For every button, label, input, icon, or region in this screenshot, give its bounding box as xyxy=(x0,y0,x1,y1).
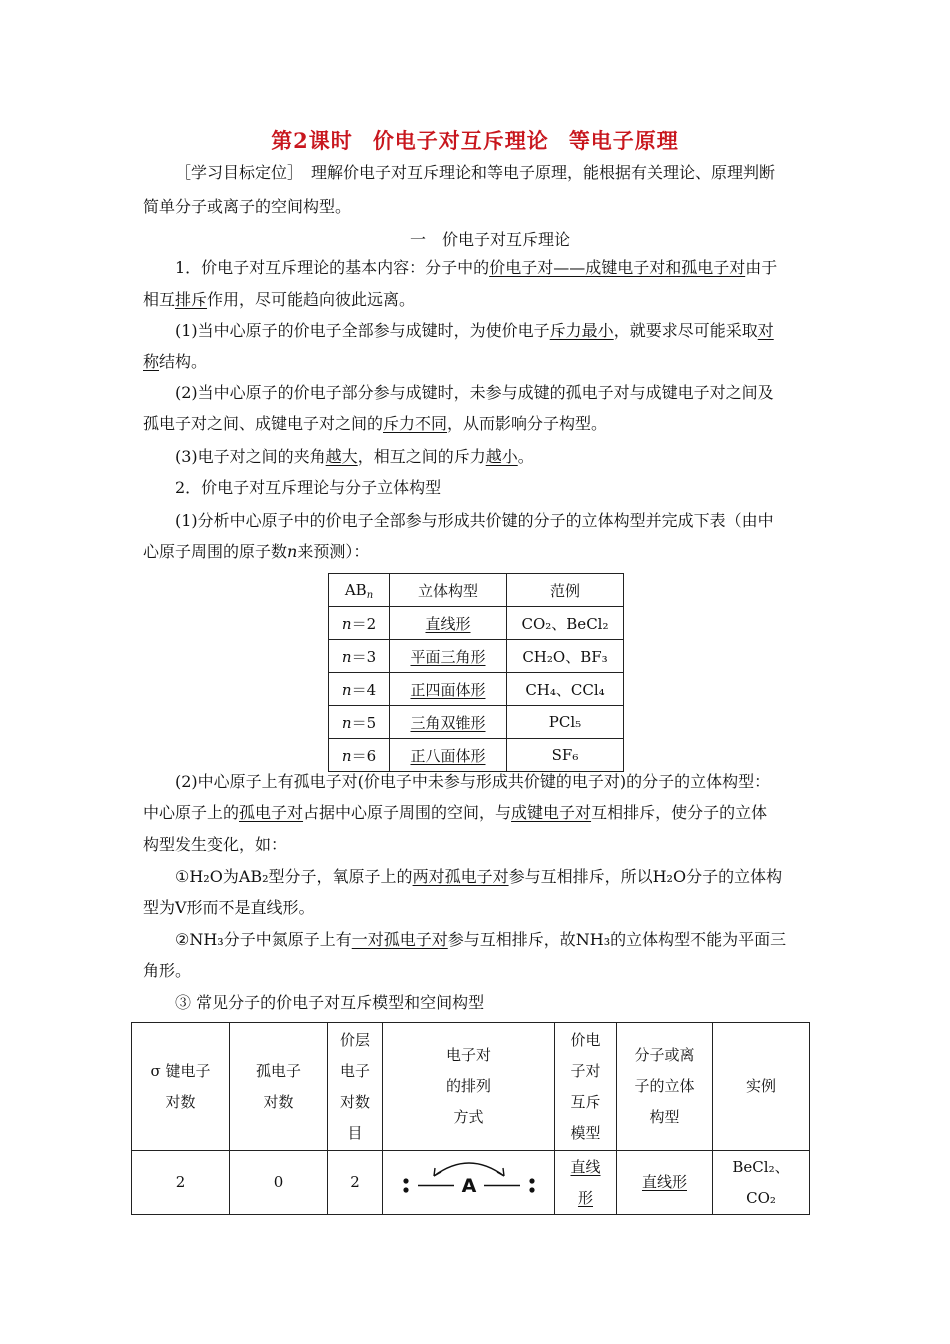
cell-shape xyxy=(617,1151,713,1215)
cell-example xyxy=(713,1151,810,1215)
row-shape xyxy=(390,739,507,772)
answer-blank: 一对孤电子对 xyxy=(351,930,448,949)
text: 参与互相排斥，所以H₂O分子的立体构 xyxy=(508,867,783,886)
arrow-head-left-icon xyxy=(434,1168,441,1176)
answer-blank: 称 xyxy=(143,352,160,371)
table-row xyxy=(329,739,624,772)
para-2-1-line2 xyxy=(143,542,369,562)
text: ＝3 xyxy=(351,647,377,666)
goal-line1: ［学习目标定位］ 理解价电子对互斥理论和等电子原理，能根据有关理论、原理判断 xyxy=(175,163,776,182)
variable-n: n xyxy=(341,746,352,765)
text: 占据中心原子周围的空间，与 xyxy=(303,803,512,822)
answer-blank: 直线形 xyxy=(425,614,471,633)
text: ②NH₃分子中氮原子上有 xyxy=(175,930,352,949)
abn-shape-table xyxy=(328,573,624,772)
variable-n: n xyxy=(366,590,374,601)
text: 心原子周围的原子数 xyxy=(143,542,288,561)
answer-blank: 越大 xyxy=(325,447,358,466)
text: 相互 xyxy=(143,290,176,309)
example-3-heading: ③ 常见分子的价电子对互斥模型和空间构型 xyxy=(175,993,485,1012)
text: 价层电子对数目 xyxy=(339,1030,370,1142)
row-n xyxy=(329,706,390,739)
row-shape xyxy=(390,706,507,739)
lone-pair-dots-right xyxy=(529,1178,534,1192)
title-lesson: 第2课时 xyxy=(271,128,353,153)
header-example: 范例 xyxy=(507,574,624,607)
example-2-line1 xyxy=(175,930,786,950)
para-2-2-line3: 构型发生变化，如： xyxy=(143,835,288,854)
answer-blank: 越小 xyxy=(485,447,518,466)
text: ＝6 xyxy=(351,746,377,765)
answer-blank: 排斥 xyxy=(175,290,208,309)
row-shape xyxy=(390,607,507,640)
row-n xyxy=(329,607,390,640)
para-2-1-line1: (1)分析中心原子中的价电子全部参与形成共价键的分子的立体构型并完成下表（由中 xyxy=(175,511,774,530)
text: 分子或离子的立体构型 xyxy=(634,1046,695,1126)
text: σ 键电子对数 xyxy=(150,1061,211,1111)
answer-blank: 三角双锥形 xyxy=(410,713,486,732)
center-atom-label: A xyxy=(461,1175,476,1197)
table-header-row xyxy=(329,574,624,607)
text: ，相互之间的斥力 xyxy=(357,447,486,466)
title-topic2: 等电子原理 xyxy=(568,128,679,153)
text: 来预测）： xyxy=(297,542,370,561)
header-shape: 立体构型 xyxy=(390,574,507,607)
para-2-2-line2 xyxy=(143,803,767,823)
row-example: SF₆ xyxy=(507,739,624,772)
table-row xyxy=(132,1151,810,1215)
header-molecular-shape xyxy=(617,1023,713,1151)
cell-model xyxy=(555,1151,617,1215)
text: AB xyxy=(344,581,367,599)
row-example: CH₂O、BF₃ xyxy=(507,640,624,673)
table-row xyxy=(329,607,624,640)
answer-blank: 平面三角形 xyxy=(410,647,486,666)
header-abn xyxy=(329,574,390,607)
example-1-line2: 型为V形而不是直线形。 xyxy=(143,898,315,917)
text: 1．价电子对互斥理论的基本内容：分子中的 xyxy=(175,258,490,277)
text: BeCl₂、CO₂ xyxy=(732,1157,790,1207)
arrow-head-right-icon xyxy=(497,1168,504,1176)
answer-blank: 对 xyxy=(757,321,774,340)
header-sigma-pairs xyxy=(132,1023,230,1151)
answer-blank: 成键电子对 xyxy=(511,803,592,822)
para-1-3 xyxy=(175,447,534,467)
cell-lone: 0 xyxy=(230,1151,328,1215)
text: 电子对的排列方式 xyxy=(445,1046,491,1126)
vsepr-model-table xyxy=(131,1022,810,1215)
answer-blank: 正四面体形 xyxy=(410,680,486,699)
row-example: CH₄、CCl₄ xyxy=(507,673,624,706)
text: (1)当中心原子的价电子全部参与成键时，为使价电子 xyxy=(175,321,550,340)
answer-blank: 孤电子对 xyxy=(239,803,304,822)
variable-n: n xyxy=(341,614,352,633)
para-1-line2 xyxy=(143,290,415,310)
answer-blank: 直线形 xyxy=(570,1157,601,1207)
page-title xyxy=(0,125,950,155)
header-lone-pairs xyxy=(230,1023,328,1151)
cell-sigma: 2 xyxy=(132,1151,230,1215)
text: ＝4 xyxy=(351,680,377,699)
answer-blank: 价电子对——成键电子对和孤电子对 xyxy=(489,258,746,277)
row-n xyxy=(329,739,390,772)
text: 孤电子对数 xyxy=(255,1061,301,1111)
text: 结构。 xyxy=(159,352,208,371)
header-vsepr-model xyxy=(555,1023,617,1151)
text: 参与互相排斥，故NH₃的立体构型不能为平面三 xyxy=(447,930,787,949)
para-1-2-line1: (2)当中心原子的价电子部分参与成键时，未参与成键的孤电子对与成键电子对之间及 xyxy=(175,383,774,402)
text: 。 xyxy=(517,447,534,466)
text: ，就要求尽可能采取 xyxy=(613,321,758,340)
example-1-line1 xyxy=(175,867,782,887)
lone-pair-dots-left xyxy=(403,1178,408,1192)
table-row xyxy=(329,706,624,739)
text: ，从而影响分子构型。 xyxy=(447,414,608,433)
answer-blank: 直线形 xyxy=(641,1173,687,1191)
para-1-line1 xyxy=(175,258,777,278)
answer-blank: 斥力不同 xyxy=(383,414,448,433)
text: 中心原子上的 xyxy=(143,803,240,822)
para-2: 2．价电子对互斥理论与分子立体构型 xyxy=(175,478,442,497)
para-1-1-line1 xyxy=(175,321,774,341)
example-2-line2: 角形。 xyxy=(143,961,192,980)
linear-arrangement-diagram xyxy=(394,1154,544,1200)
cell-arrangement xyxy=(383,1151,555,1215)
text: 作用，尽可能趋向彼此远离。 xyxy=(207,290,416,309)
section-heading: 一 价电子对互斥理论 xyxy=(410,230,571,249)
row-example: PCl₅ xyxy=(507,706,624,739)
table-row xyxy=(329,673,624,706)
answer-blank: 两对孤电子对 xyxy=(412,867,509,886)
cell-total: 2 xyxy=(328,1151,383,1215)
variable-n: n xyxy=(287,542,298,561)
row-example: CO₂、BeCl₂ xyxy=(507,607,624,640)
text: (3)电子对之间的夹角 xyxy=(175,447,326,466)
table-header-row xyxy=(132,1023,810,1151)
goal-line2: 简单分子或离子的空间构型。 xyxy=(143,197,352,216)
text: 互相排斥，使分子的立体 xyxy=(591,803,768,822)
variable-n: n xyxy=(341,647,352,666)
row-shape xyxy=(390,673,507,706)
text: 价电子对互斥模型 xyxy=(570,1030,601,1142)
row-n xyxy=(329,640,390,673)
text: ①H₂O为AB₂型分子，氧原子上的 xyxy=(175,867,413,886)
header-arrangement xyxy=(383,1023,555,1151)
para-1-2-line2 xyxy=(143,414,607,434)
text: 由于 xyxy=(745,258,778,277)
text: 孤电子对之间、成键电子对之间的 xyxy=(143,414,384,433)
variable-n: n xyxy=(341,680,352,699)
header-examples: 实例 xyxy=(713,1023,810,1151)
text: ＝2 xyxy=(351,614,377,633)
title-topic1: 价电子对互斥理论 xyxy=(372,128,549,153)
header-total-pairs xyxy=(328,1023,383,1151)
row-shape xyxy=(390,640,507,673)
row-n xyxy=(329,673,390,706)
para-2-2-line1: (2)中心原子上有孤电子对(价电子中未参与形成共价键的电子对)的分子的立体构型： xyxy=(175,772,771,791)
answer-blank: 正八面体形 xyxy=(410,746,486,765)
table-row xyxy=(329,640,624,673)
variable-n: n xyxy=(341,713,352,732)
text: ＝5 xyxy=(351,713,377,732)
answer-blank: 斥力最小 xyxy=(549,321,614,340)
para-1-1-line2 xyxy=(143,352,207,372)
